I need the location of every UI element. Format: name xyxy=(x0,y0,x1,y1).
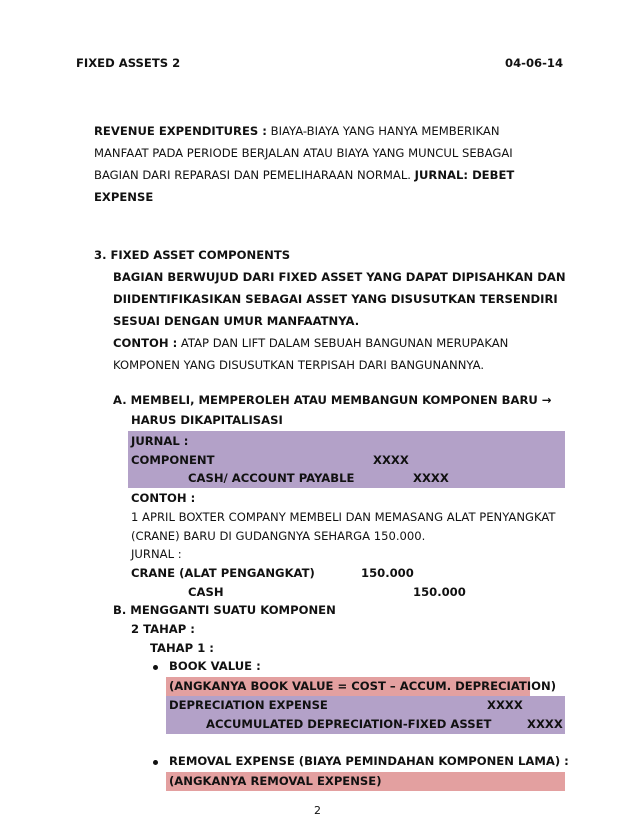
components-def-3: SESUAI DENGAN UMUR MANFAATNYA. xyxy=(113,314,360,328)
revenue-line-1-text: BIAYA-BIAYA YANG HANYA MEMBERIKAN xyxy=(270,124,500,138)
section-a-example-label: CONTOH : xyxy=(131,491,196,505)
revenue-line-2: MANFAAT PADA PERIODE BERJALAN ATAU BIAYA YANG MUNCUL SEBAGAI xyxy=(94,146,513,160)
section-a-heading: A. MEMBELI, MEMPEROLEH ATAU MEMBANGUN KOMPONEN BARU → xyxy=(113,393,552,407)
bullet-removal-expense: REMOVAL EXPENSE (BIAYA PEMINDAHAN KOMPONEN LAMA) : xyxy=(169,754,569,768)
components-heading: 3. FIXED ASSET COMPONENTS xyxy=(94,248,291,262)
section-a-example-journal: JURNAL : xyxy=(131,547,182,561)
journal-credit-amount: XXXX xyxy=(413,471,449,485)
document-title: FIXED ASSETS 2 xyxy=(76,56,181,70)
depreciation-credit-account: ACCUMULATED DEPRECIATION-FIXED ASSET xyxy=(206,717,492,731)
bullet-icon xyxy=(153,760,158,765)
revenue-line-3-text: BAGIAN DARI REPARASI DAN PEMELIHARAAN NORMAL. xyxy=(94,168,411,182)
section-b-step-1: TAHAP 1 : xyxy=(150,641,214,655)
example-debit-amount: 150.000 xyxy=(361,566,414,580)
section-a-heading-2: HARUS DIKAPITALISASI xyxy=(131,413,283,427)
bullet-book-value: BOOK VALUE : xyxy=(169,659,261,673)
book-value-formula: (ANGKANYA BOOK VALUE = COST – ACCUM. DEPRECIATION) xyxy=(169,679,557,693)
revenue-line-1 xyxy=(94,124,500,138)
revenue-line-3 xyxy=(94,168,514,182)
bullet-icon xyxy=(153,665,158,670)
components-def-1: BAGIAN BERWUJUD DARI FIXED ASSET YANG DAPAT DIPISAHKAN DAN xyxy=(113,270,566,284)
components-def-2: DIIDENTIFIKASIKAN SEBAGAI ASSET YANG DISUSUTKAN TERSENDIRI xyxy=(113,292,558,306)
depreciation-credit-amount: XXXX xyxy=(527,717,563,731)
section-a-example-2: (CRANE) BARU DI GUDANGNYA SEHARGA 150.000. xyxy=(131,529,426,543)
components-example-2: KOMPONEN YANG DISUSUTKAN TERPISAH DARI BANGUNANNYA. xyxy=(113,358,484,372)
journal-label: JURNAL : xyxy=(131,434,189,448)
journal-credit-account: CASH/ ACCOUNT PAYABLE xyxy=(188,471,355,485)
example-credit-amount: 150.000 xyxy=(413,585,466,599)
journal-debit-account: COMPONENT xyxy=(131,453,215,467)
journal-debit-amount: XXXX xyxy=(373,453,409,467)
components-example-label: CONTOH : xyxy=(113,336,178,350)
revenue-line-4: EXPENSE xyxy=(94,190,154,204)
example-credit-account: CASH xyxy=(188,585,224,599)
components-example-text: ATAP DAN LIFT DALAM SEBUAH BANGUNAN MERUPAKAN xyxy=(180,336,509,350)
components-example-1 xyxy=(113,336,508,350)
depreciation-debit-account: DEPRECIATION EXPENSE xyxy=(169,698,328,712)
depreciation-debit-amount: XXXX xyxy=(487,698,523,712)
section-b-steps: 2 TAHAP : xyxy=(131,622,195,636)
document-date: 04-06-14 xyxy=(505,56,564,70)
revenue-term: REVENUE EXPENDITURES : xyxy=(94,124,267,138)
section-b-heading: B. MENGGANTI SUATU KOMPONEN xyxy=(113,603,336,617)
example-debit-account: CRANE (ALAT PENGANGKAT) xyxy=(131,566,315,580)
page-number: 2 xyxy=(314,804,321,817)
revenue-journal-label: JURNAL: DEBET xyxy=(414,168,515,182)
removal-formula: (ANGKANYA REMOVAL EXPENSE) xyxy=(169,774,382,788)
section-a-example-1: 1 APRIL BOXTER COMPANY MEMBELI DAN MEMASANG ALAT PENYANGKAT xyxy=(131,510,556,524)
